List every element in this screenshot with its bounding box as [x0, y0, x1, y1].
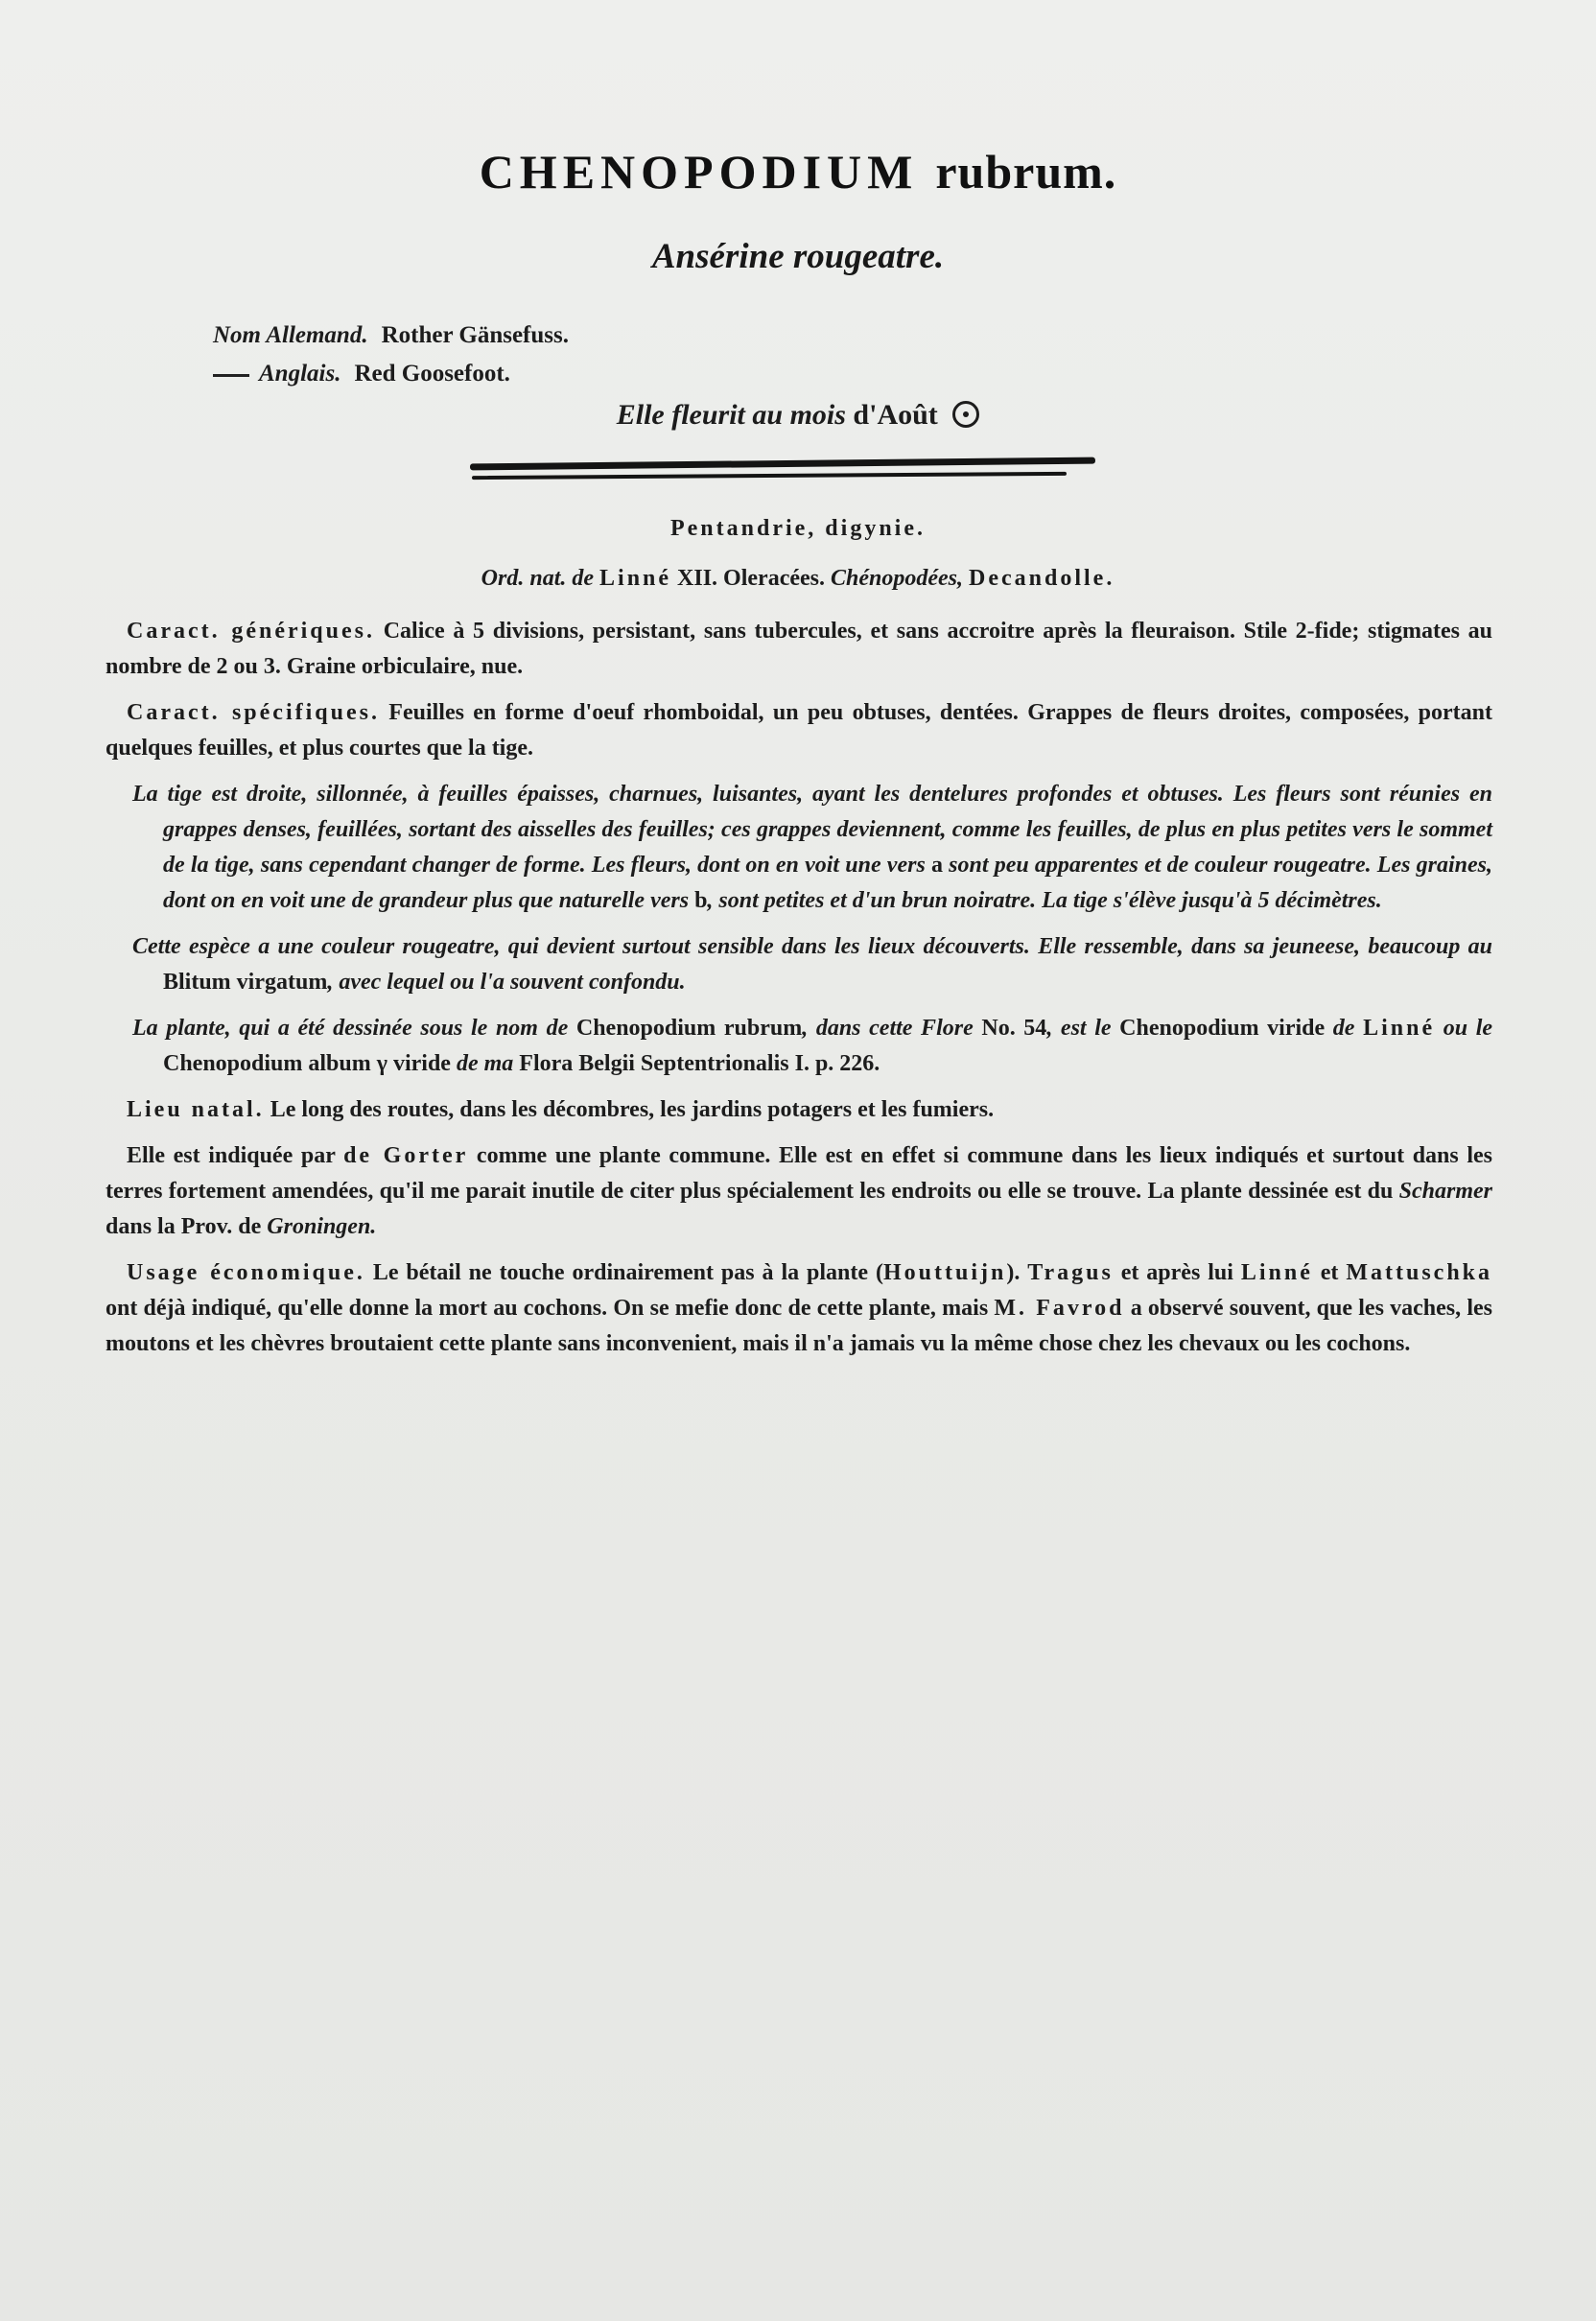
generic-label: Caract. génériques.	[127, 619, 375, 644]
english-name-row	[213, 355, 569, 393]
synonym-text-c: , est le	[1046, 1016, 1112, 1041]
usage-author-c: Linné	[1240, 1260, 1313, 1285]
usage-author-d: Mattuschka	[1346, 1260, 1493, 1285]
usage-text-f: a observé souvent, que les vaches, les moutons et les chèvres broutaient cette plante sans inconvenient, mais il n'a jamais vu la même chose chez les chevaux ou les cochons.	[106, 1296, 1492, 1356]
figure-ref-a: a	[930, 853, 943, 878]
synonym-text-e: ou le	[1443, 1016, 1493, 1041]
synonym-text-b: , dans cette Flore	[802, 1016, 974, 1041]
linnaean-class: Pentandrie, digynie.	[669, 516, 926, 541]
common-names-block	[213, 316, 569, 393]
plant-description-paragraph	[106, 777, 1492, 919]
order-text: XII. Oleracées.	[677, 566, 825, 591]
german-name-row	[213, 316, 569, 355]
distribution-text-c: dans la Prov. de	[106, 1214, 262, 1239]
synonym-name-a: Chenopodium rubrum	[575, 1016, 803, 1041]
locality-text: Le long des routes, dans les décombres, les jardins potagers et les fumiers.	[270, 1097, 995, 1122]
distribution-text-b: comme une plante commune. Elle est en effet si commune dans les lieux indiqués et surtout dans les terres fortement amendées, qu'il me parait inutile de citer plus spécialement les endroits ou elle se trouve. La plante dessinée est du	[106, 1143, 1493, 1204]
double-rule-bottom	[472, 472, 1067, 480]
usage-text-e: ont déjà indiqué, qu'elle donne la mort au cochons. On se mefie donc de cette plante, mais	[106, 1296, 989, 1321]
synonym-text-a: La plante, qui a été dessinée sous le nom de	[132, 1016, 569, 1041]
order-prefix: Ord. nat. de	[481, 566, 595, 591]
usage-author-b: Tragus	[1027, 1260, 1114, 1285]
synonym-author: Linné	[1363, 1016, 1436, 1041]
flowering-month: d'Août	[853, 399, 938, 431]
locality-label: Lieu natal.	[127, 1097, 265, 1122]
natural-order-line	[0, 566, 1596, 592]
locality-paragraph	[106, 1092, 1492, 1128]
english-label: Anglais.	[259, 361, 341, 387]
annual-sun-icon	[952, 401, 979, 428]
usage-author-e: M. Favrod	[994, 1296, 1125, 1321]
german-name: Rother Gänsefuss.	[381, 322, 569, 348]
synonym-name-b: Chenopodium viride	[1119, 1016, 1326, 1041]
specific-characters-paragraph	[106, 695, 1492, 766]
flora-reference: Flora Belgii Septentrionalis I. p. 226.	[519, 1051, 880, 1076]
specific-text: Feuilles en forme d'oeuf rhomboidal, un peu obtuses, dentées. Grappes de fleurs droites, composées, portant quelques feuilles, et plus courtes que la tige.	[106, 700, 1493, 761]
german-label: Nom Allemand.	[213, 322, 368, 348]
synonym-name-c: Chenopodium album γ viride	[163, 1051, 451, 1076]
usage-text-c: et après lui	[1120, 1260, 1233, 1285]
order-author: Linné	[599, 566, 672, 591]
flowering-text: Elle fleurit au mois	[616, 399, 846, 431]
usage-text-d: et	[1320, 1260, 1339, 1285]
flore-number: No. 54	[981, 1016, 1047, 1041]
figure-ref-b: b	[694, 888, 708, 913]
synonym-text-d: de	[1332, 1016, 1355, 1041]
specific-label: Caract. spécifiques.	[127, 700, 380, 725]
english-name: Red Goosefoot.	[354, 361, 510, 387]
ditto-dash	[213, 374, 249, 377]
description-text-1: La tige est droite, sillonnée, à feuilles épaisses, charnues, luisantes, ayant les dentelures profondes et obtuses. Les fleurs sont réunies en grappes denses, feuillées, sortant des aisselles des feuilles; ces grappes deviennent, comme les feuilles, de plus en plus petites vers le sommet de la tige, sans cependant changer de forme. Les fleurs, dont on en voit une vers	[132, 782, 1492, 878]
order-family: Chénopodées,	[831, 566, 963, 591]
generic-characters-paragraph	[106, 614, 1492, 685]
french-common-name: Ansérine rougeatre.	[651, 237, 945, 276]
distribution-text-a: Elle est indiquée par	[127, 1143, 336, 1168]
flowering-line	[0, 399, 1596, 432]
distribution-province: Groningen.	[267, 1214, 377, 1239]
page-title	[0, 144, 1596, 199]
usage-text-a: Le bétail ne touche ordinairement pas à la plante (	[372, 1260, 883, 1285]
double-rule-top	[470, 457, 1095, 471]
colour-text-end: , avec lequel ou l'a souvent confondu.	[327, 970, 686, 995]
species-name: rubrum.	[935, 145, 1117, 199]
usage-label: Usage économique.	[127, 1260, 365, 1285]
description-text-3: , sont petites et d'un brun noiratre. La tige s'élève jusqu'à 5 décimètres.	[707, 888, 1382, 913]
usage-paragraph	[106, 1255, 1492, 1362]
usage-text-b: ).	[1006, 1260, 1021, 1285]
distribution-place: Scharmer	[1398, 1179, 1493, 1204]
synonym-text-f: de ma	[456, 1051, 514, 1076]
colour-text: Cette espèce a une couleur rougeatre, qui devient surtout sensible dans les lieux découverts. Elle ressemble, dans sa jeuneese, beaucoup au	[132, 934, 1492, 959]
description-body	[106, 614, 1492, 1372]
genus-name: CHENOPODIUM	[479, 145, 919, 199]
distribution-paragraph	[106, 1138, 1492, 1245]
description-text-2: sont peu apparentes et de couleur rougeatre. Les graines, dont on en voit une de grandeur plus que naturelle vers	[163, 853, 1492, 913]
usage-author-a: Houttuijn	[882, 1260, 1007, 1285]
colour-paragraph	[106, 929, 1492, 1000]
blitum-name: Blitum virgatum	[163, 970, 328, 995]
distribution-author: de Gorter	[343, 1143, 469, 1168]
order-family-author: Decandolle.	[969, 566, 1115, 591]
synonym-paragraph	[106, 1011, 1492, 1082]
generic-text: Calice à 5 divisions, persistant, sans tubercules, et sans accroitre après la fleuraison. Stile 2-fide; stigmates au nombre de 2 ou 3. Graine orbiculaire, nue.	[106, 619, 1493, 679]
